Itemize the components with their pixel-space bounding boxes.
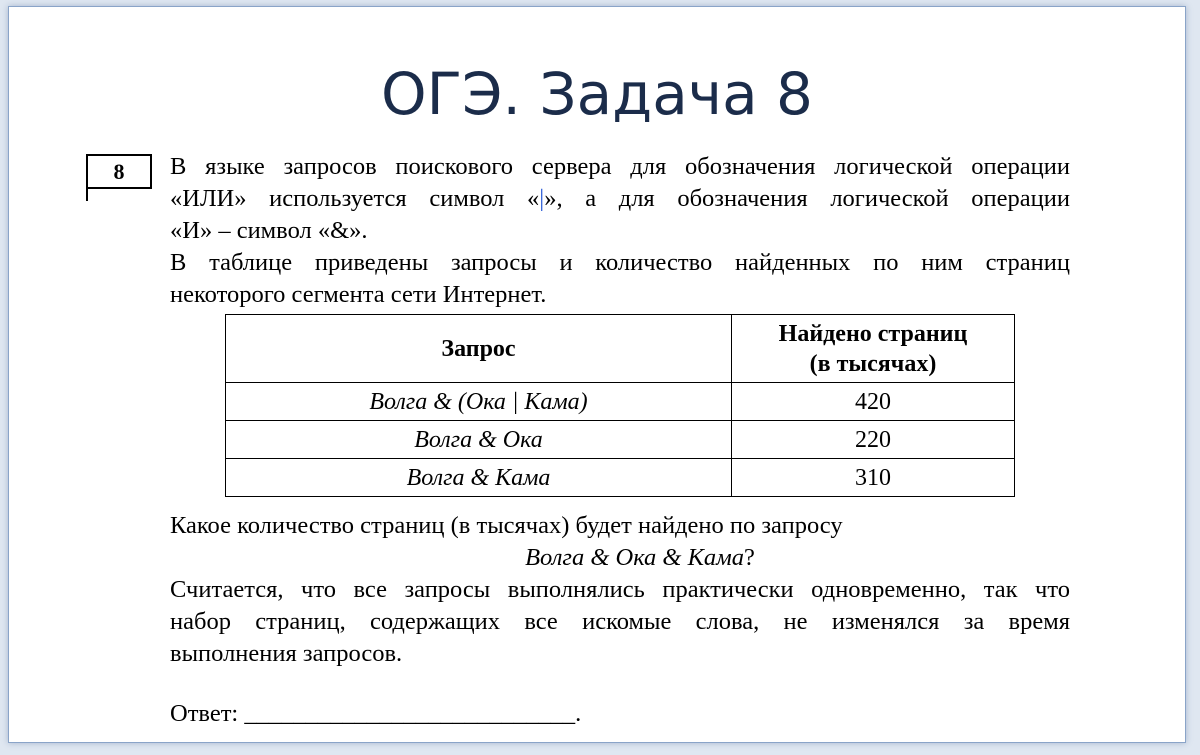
row-query: Волга & (Ока | Кама)	[226, 383, 732, 421]
intro-line-2-b: », а для обозначения логической операции	[544, 185, 1070, 212]
table-row	[226, 383, 1015, 421]
task-number-box: 8	[86, 154, 152, 189]
or-symbol: |	[539, 185, 545, 212]
row-count: 420	[732, 383, 1015, 421]
answer-line: Ответ: ___________________________.	[170, 700, 582, 727]
table-intro-line-2: некоторого сегмента сети Интернет.	[170, 281, 547, 308]
intro-line-1: В языке запросов поискового сервера для обозначения логической операции	[170, 153, 1070, 180]
row-count: 310	[732, 459, 1015, 497]
row-query: Волга & Ока	[226, 421, 732, 459]
task-text	[170, 151, 1070, 311]
question-query: Волга & Ока & Кама	[525, 544, 745, 571]
slide-title: ОГЭ. Задача 8	[381, 60, 813, 128]
table-header-row	[226, 315, 1015, 383]
note-line-3: выполнения запросов.	[170, 640, 403, 667]
question-query-line	[170, 542, 1070, 574]
query-table	[225, 314, 1015, 497]
header-found-line-1: Найдено страниц	[778, 320, 968, 347]
task-box-tick	[86, 189, 88, 201]
header-found-line-2: (в тысячах)	[809, 350, 937, 377]
header-query: Запрос	[226, 315, 732, 383]
intro-line-3: «И» – символ «&».	[170, 217, 368, 244]
note-line-2: набор страниц, содержащих все искомые слова, не изменялся за время	[170, 608, 1070, 635]
question-mark: ?	[744, 544, 755, 571]
table-intro-line-1: В таблице приведены запросы и количество найденных по ним страниц	[170, 249, 1070, 276]
intro-line-2-a: «ИЛИ» используется символ «	[170, 185, 540, 212]
header-found	[732, 315, 1015, 383]
table-row	[226, 459, 1015, 497]
row-query: Волга & Кама	[226, 459, 732, 497]
question-line: Какое количество страниц (в тысячах) будет найдено по запросу	[170, 512, 843, 539]
note-line-1: Считается, что все запросы выполнялись практически одновременно, так что	[170, 576, 1070, 603]
question-block	[170, 510, 1070, 670]
table-row	[226, 421, 1015, 459]
row-count: 220	[732, 421, 1015, 459]
intro-line-2	[170, 183, 1070, 215]
